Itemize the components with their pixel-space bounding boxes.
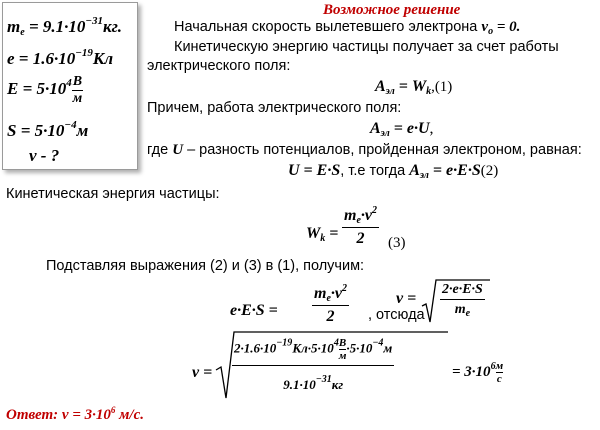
eq3-text: , т.е тогда	[340, 163, 410, 179]
eq7-den-exp: −31	[315, 374, 332, 385]
eq7-result-value: = 3·10	[452, 363, 491, 380]
eq4-lhs	[306, 225, 338, 244]
eq4-m: m	[344, 207, 357, 224]
given-data-box	[2, 2, 138, 170]
given-electron-charge	[7, 43, 113, 69]
paragraph-kinetic-energy-line2: электрического поля:	[147, 58, 291, 74]
given-field-strength	[7, 73, 83, 107]
paragraph-initial-velocity	[174, 19, 520, 37]
given-me-symbol: m	[7, 17, 21, 36]
eq5-text: , отсюда	[368, 307, 425, 323]
eq3b	[409, 162, 481, 179]
eq7-num-a-exp: −19	[276, 337, 293, 349]
eq7-unit-num: В	[338, 337, 347, 349]
p1-v-sub: o	[488, 26, 494, 37]
p1-v: v	[481, 19, 489, 35]
eq7-fraction	[232, 337, 394, 393]
p4-prefix: где	[147, 142, 173, 158]
answer-exp: 6	[110, 405, 116, 415]
eq3b-A-sub: эл	[419, 170, 429, 181]
answer-label: Ответ:	[6, 407, 62, 423]
paragraph-potential	[147, 142, 582, 159]
equation-2-line	[288, 162, 498, 181]
p1-end: = 0.	[493, 19, 521, 35]
given-E-value: E = 5·10	[7, 79, 67, 98]
paragraph-kinetic-energy-line1: Кинетическую энергию частицы получает за счет работы	[174, 39, 559, 55]
eq7-numerator	[232, 337, 394, 366]
p4-rest: – разность потенциалов, пройденная электроном, равная:	[183, 142, 582, 158]
equation-work	[370, 120, 434, 139]
eq4-m-sub: e	[356, 215, 361, 226]
given-S-exp: −4	[64, 119, 77, 131]
eq7-den-unit: кг	[331, 377, 344, 392]
solution-heading: Возможное решение	[323, 2, 461, 18]
eq5-fraction	[312, 283, 349, 326]
answer-value: v = 3·10	[61, 407, 111, 423]
eq5-v-exp: 2	[342, 283, 348, 294]
p4-U: U	[172, 142, 184, 158]
answer-line	[6, 405, 144, 424]
eq2-rhs: = e·U	[389, 120, 430, 137]
given-S-value: S = 5·10	[7, 121, 65, 140]
eq4-v: ·v	[360, 207, 373, 224]
given-E-exp: 4	[66, 77, 72, 89]
eq4-W: W	[306, 225, 321, 242]
eq7-result-exp: 6	[490, 360, 496, 372]
given-e-unit: Кл	[92, 49, 114, 68]
eq5-m-sub: e	[326, 293, 331, 304]
eq4-eq: =	[325, 225, 339, 242]
given-me-sub: e	[20, 27, 25, 38]
p1-math	[481, 19, 520, 35]
given-E-unit-den: м	[72, 90, 83, 106]
given-me-value: = 9.1·10	[24, 17, 86, 36]
eq2-A-sub: эл	[380, 128, 390, 139]
answer-unit: м/с.	[115, 407, 144, 423]
given-e-exp: −19	[75, 47, 93, 59]
given-distance	[7, 115, 88, 141]
eq5-lhs: e·E·S =	[230, 302, 278, 319]
eq7-result	[452, 360, 503, 385]
eq7-result-unit-den: с	[496, 373, 502, 385]
eq3-U: U = E·S	[288, 162, 341, 179]
eq6-denominator	[440, 300, 485, 319]
eq7-num-c: ·5·10	[346, 340, 373, 356]
eq3b-tag: (2)	[480, 163, 499, 179]
eq6-lhs: v =	[396, 290, 417, 307]
eq7-num-a: 2·1.6·10	[234, 340, 277, 356]
given-me-exp: −31	[85, 15, 104, 27]
eq5-denominator: 2	[326, 308, 335, 325]
equation-1	[375, 78, 452, 97]
paragraph-substitute: Подставляя выражения (2) и (3) в (1), получим:	[46, 258, 365, 274]
eq3b-A: A	[409, 162, 420, 179]
given-find: v - ?	[29, 146, 60, 165]
eq6-numerator: 2·e·E·S	[440, 282, 485, 300]
eq4-W-sub: k	[320, 233, 326, 244]
eq4-tag: (3)	[388, 235, 406, 251]
eq4-v-exp: 2	[372, 205, 378, 216]
given-E-unit	[72, 74, 83, 107]
eq7-num-b: Кл·5·10	[292, 340, 334, 356]
eq1-W: = W	[394, 78, 427, 95]
eq3b-rhs: = e·E·S	[428, 162, 481, 179]
eq2-A: A	[370, 120, 381, 137]
eq6-fraction	[440, 282, 485, 319]
eq5-numerator	[312, 283, 349, 306]
eq5-m: m	[314, 285, 327, 302]
eq7-num-c-exp: −4	[372, 337, 384, 349]
given-e-value: e = 1.6·10	[7, 49, 76, 68]
eq7-num-d: м	[383, 340, 393, 356]
eq4-fraction	[342, 205, 379, 248]
eq7-denominator	[232, 366, 394, 393]
eq7-lhs: v =	[192, 364, 213, 381]
eq7-result-unit-num: м	[495, 360, 504, 372]
eq5-v: ·v	[330, 285, 343, 302]
eq1-tag: ,(1)	[431, 79, 453, 95]
p1-text: Начальная скорость вылетевшего электрона	[174, 19, 482, 35]
eq7-num-b-exp: 4	[333, 337, 339, 349]
paragraph-kinetic-energy-formula: Кинетическая энергия частицы:	[6, 186, 220, 202]
eq4-denominator: 2	[356, 230, 365, 247]
given-E-unit-num: В	[72, 73, 83, 89]
eq7-result-unit	[496, 360, 504, 385]
eq1-A: A	[375, 78, 386, 95]
paragraph-work: Причем, работа электрического поля:	[147, 100, 402, 116]
eq7-unit-den: м	[338, 350, 347, 362]
eq1-W-sub: k	[426, 86, 432, 97]
given-S-unit: м	[76, 121, 89, 140]
eq4-numerator	[342, 205, 379, 228]
given-electron-mass	[7, 11, 122, 43]
eq6-m: m	[454, 302, 466, 317]
eq2-comma: ,	[429, 120, 434, 137]
eq6-m-sub: e	[465, 308, 471, 319]
given-me-unit: кг.	[103, 17, 122, 36]
eq7-den-a: 9.1·10	[283, 377, 316, 392]
eq1-A-sub: эл	[385, 86, 395, 97]
